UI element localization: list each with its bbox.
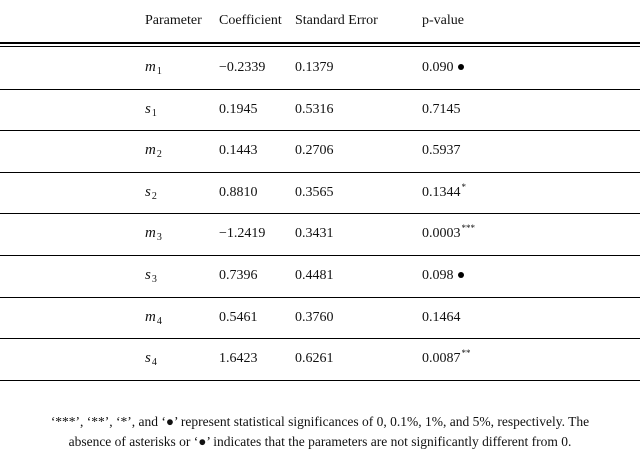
cell-parameter bbox=[145, 142, 162, 159]
cell-standard-error: 0.3565 bbox=[295, 184, 334, 200]
cell-p-value bbox=[422, 310, 461, 326]
cell-parameter bbox=[145, 350, 157, 367]
table-row bbox=[0, 130, 640, 171]
significance-dot-icon bbox=[458, 272, 464, 278]
cell-parameter bbox=[145, 225, 162, 242]
parameter-symbol: s bbox=[145, 183, 151, 200]
cell-parameter bbox=[145, 101, 157, 118]
parameter-subscript: 1 bbox=[151, 107, 157, 119]
parameter-symbol: m bbox=[145, 142, 156, 159]
cell-parameter bbox=[145, 309, 162, 326]
cell-parameter bbox=[145, 59, 162, 76]
footnote-line-1: ‘***’, ‘**’, ‘*’, and ‘●’ represent statistical significances of 0, 0.1%, 1%, and 5%, respectively. The bbox=[50, 414, 590, 429]
cell-standard-error: 0.1379 bbox=[295, 60, 334, 75]
parameter-subscript: 2 bbox=[151, 190, 157, 202]
parameter-subscript: 3 bbox=[151, 274, 157, 285]
table-row bbox=[0, 255, 640, 296]
p-value-text: 0.5937 bbox=[422, 143, 461, 159]
header-parameter: Parameter bbox=[145, 13, 202, 28]
header-rule-top bbox=[0, 42, 640, 44]
p-value-text: 0.1344 bbox=[422, 184, 461, 200]
cell-coefficient: 1.6423 bbox=[219, 351, 258, 367]
cell-coefficient: 0.1945 bbox=[219, 101, 258, 117]
cell-parameter bbox=[145, 184, 157, 201]
cell-p-value bbox=[422, 143, 461, 159]
parameter-subscript: 4 bbox=[151, 357, 157, 369]
table-row bbox=[0, 89, 640, 130]
cell-standard-error: 0.2706 bbox=[295, 143, 334, 159]
table-row bbox=[0, 297, 640, 338]
header-coefficient: Coefficient bbox=[219, 13, 282, 28]
parameter-symbol: m bbox=[145, 308, 156, 325]
cell-coefficient: 0.1443 bbox=[219, 143, 258, 159]
cell-standard-error: 0.6261 bbox=[295, 351, 334, 367]
significance-stars: *** bbox=[461, 223, 475, 234]
parameter-subscript: 3 bbox=[156, 232, 162, 244]
cell-p-value bbox=[422, 223, 475, 242]
p-value-text: 0.1464 bbox=[422, 309, 461, 325]
cell-coefficient: −1.2419 bbox=[219, 226, 266, 242]
row-rule bbox=[0, 380, 640, 381]
parameter-subscript: 2 bbox=[156, 149, 162, 161]
cell-standard-error: 0.3760 bbox=[295, 309, 334, 325]
table-row bbox=[0, 47, 640, 88]
header-standard-error: Standard Error bbox=[295, 13, 378, 28]
p-value-text: 0.098 bbox=[422, 268, 454, 283]
table-row bbox=[0, 213, 640, 254]
cell-standard-error: 0.5316 bbox=[295, 101, 334, 117]
table-header-row bbox=[0, 13, 640, 31]
table-row bbox=[0, 338, 640, 379]
cell-coefficient: −0.2339 bbox=[219, 60, 266, 75]
cell-p-value bbox=[422, 348, 471, 367]
cell-standard-error: 0.3431 bbox=[295, 226, 334, 242]
parameter-symbol: s bbox=[145, 350, 151, 367]
parameter-symbol: m bbox=[145, 59, 156, 75]
p-value-text: 0.7145 bbox=[422, 101, 461, 117]
parameter-symbol: s bbox=[145, 100, 151, 117]
footnote-line-2: absence of asterisks or ‘●’ indicates that the parameters are not significantly different from 0. bbox=[68, 434, 572, 449]
cell-p-value bbox=[422, 268, 464, 284]
cell-coefficient: 0.5461 bbox=[219, 309, 258, 325]
table-footnote bbox=[0, 412, 640, 452]
parameter-symbol: s bbox=[145, 267, 151, 283]
p-value-text: 0.0087 bbox=[422, 351, 461, 367]
cell-standard-error: 0.4481 bbox=[295, 268, 334, 283]
significance-stars: ** bbox=[461, 348, 471, 359]
cell-p-value bbox=[422, 181, 466, 201]
parameter-subscript: 4 bbox=[156, 315, 162, 327]
cell-coefficient: 0.7396 bbox=[219, 268, 258, 283]
p-value-text: 0.0003 bbox=[422, 226, 461, 242]
significance-stars: * bbox=[461, 181, 466, 192]
significance-dot-icon bbox=[458, 64, 464, 70]
cell-p-value bbox=[422, 102, 461, 118]
parameter-symbol: m bbox=[145, 225, 156, 242]
p-value-text: 0.090 bbox=[422, 60, 454, 75]
cell-parameter bbox=[145, 267, 157, 284]
header-p-value: p-value bbox=[422, 13, 464, 28]
parameter-subscript: 1 bbox=[156, 66, 162, 77]
cell-coefficient: 0.8810 bbox=[219, 184, 258, 200]
cell-p-value bbox=[422, 60, 464, 76]
table-row bbox=[0, 172, 640, 213]
